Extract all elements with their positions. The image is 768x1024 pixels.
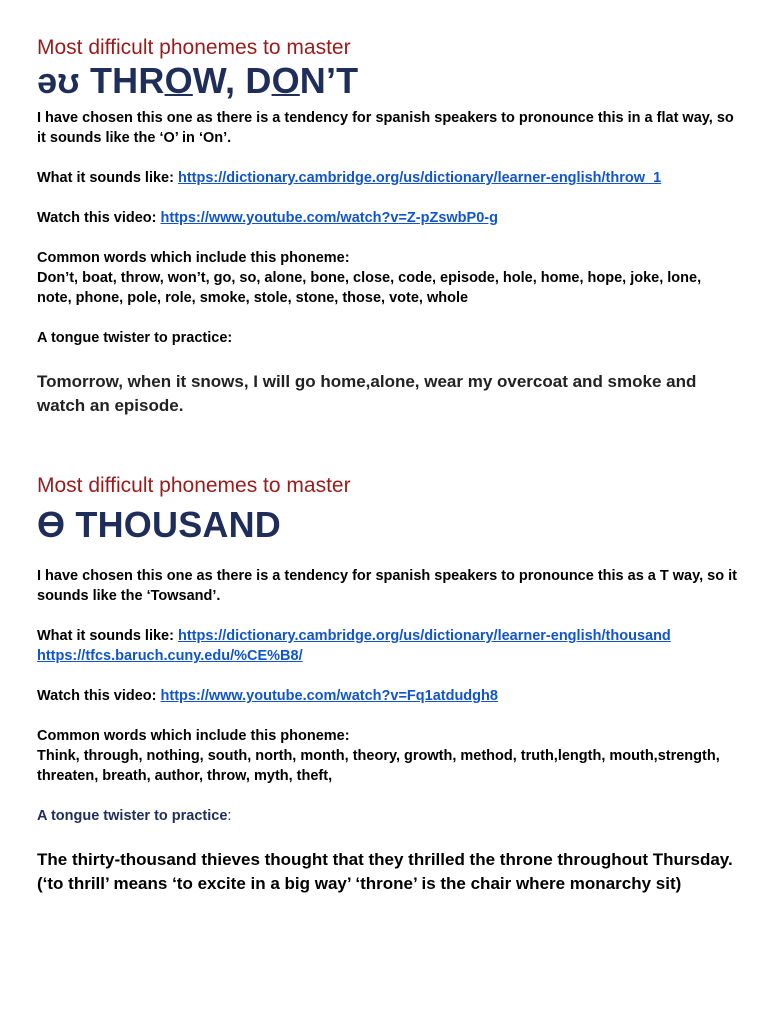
common-words-list: Think, through, nothing, south, north, month, theory, growth, method, truth,length, mouth,strength, threaten, breath, author, throw, myth, theft, xyxy=(37,748,720,784)
tongue-twister-colon: : xyxy=(227,808,232,824)
tongue-twister-text: The thirty-thousand thieves thought that they thrilled the throne throughout Thursday. (‘to thrill’ means ‘to excite in a big way’ ‘throne’ is the chair where monarchy sit) xyxy=(37,850,733,893)
sounds-like-link[interactable]: https://dictionary.cambridge.org/us/dictionary/learner-english/throw_1 xyxy=(177,170,662,186)
section-kicker: Most difficult phonemes to master xyxy=(37,474,351,497)
sounds-like-link[interactable]: https://dictionary.cambridge.org/us/dictionary/learner-english/thousand xyxy=(177,628,671,644)
video-link[interactable]: https://www.youtube.com/watch?v=Fq1atdudgh8 xyxy=(160,688,498,704)
tongue-twister-label-text: A tongue twister to practice xyxy=(37,808,228,824)
section-thousand xyxy=(37,474,737,896)
video-label: Watch this video: xyxy=(37,210,161,226)
sounds-like-line xyxy=(37,626,737,646)
tongue-twister-text: Tomorrow, when it snows, I will go home,alone, wear my overcoat and smoke and watch an episode. xyxy=(37,372,697,415)
section-kicker: Most difficult phonemes to master xyxy=(37,36,351,59)
section-throw xyxy=(37,36,737,418)
tongue-twister-label: A tongue twister to practice: xyxy=(37,330,233,346)
intro-paragraph: I have chosen this one as there is a tendency for spanish speakers to pronounce this in a flat way, so it sounds like the ‘O’ in ‘On’. xyxy=(37,110,734,146)
sounds-like-label: What it sounds like: xyxy=(37,170,178,186)
common-words-list: Don’t, boat, throw, won’t, go, so, alone, bone, close, code, episode, hole, home, hope, joke, lone, note, phone, pole, role, smoke, stole, stone, those, vote, whole xyxy=(37,270,702,306)
phoneme-suffix: N’T xyxy=(299,60,359,101)
phoneme-underlined-letter: O xyxy=(164,60,193,101)
sounds-like-line-2 xyxy=(37,646,737,666)
tongue-twister-label xyxy=(37,806,737,826)
phoneme-prefix: əʊ THR xyxy=(37,60,165,101)
sounds-like-link-2[interactable]: https://tfcs.baruch.cuny.edu/%CE%B8/ xyxy=(37,648,303,664)
intro-paragraph: I have chosen this one as there is a tendency for spanish speakers to pronounce this as a T way, so it sounds like the ‘Towsand’. xyxy=(37,568,737,604)
video-line xyxy=(37,208,737,228)
phoneme-underlined-letter: O xyxy=(271,60,300,101)
phoneme-heading xyxy=(37,60,737,102)
sounds-like-label: What it sounds like: xyxy=(37,628,178,644)
phoneme-middle: W, D xyxy=(192,60,272,101)
video-link[interactable]: https://www.youtube.com/watch?v=Z-pZswbP0-g xyxy=(160,210,498,226)
video-line xyxy=(37,686,737,706)
common-words-label: Common words which include this phoneme: xyxy=(37,250,350,266)
sounds-like-line xyxy=(37,168,737,188)
video-label: Watch this video: xyxy=(37,688,161,704)
common-words-label: Common words which include this phoneme: xyxy=(37,728,350,744)
phoneme-heading: ϴ THOUSAND xyxy=(37,504,281,545)
